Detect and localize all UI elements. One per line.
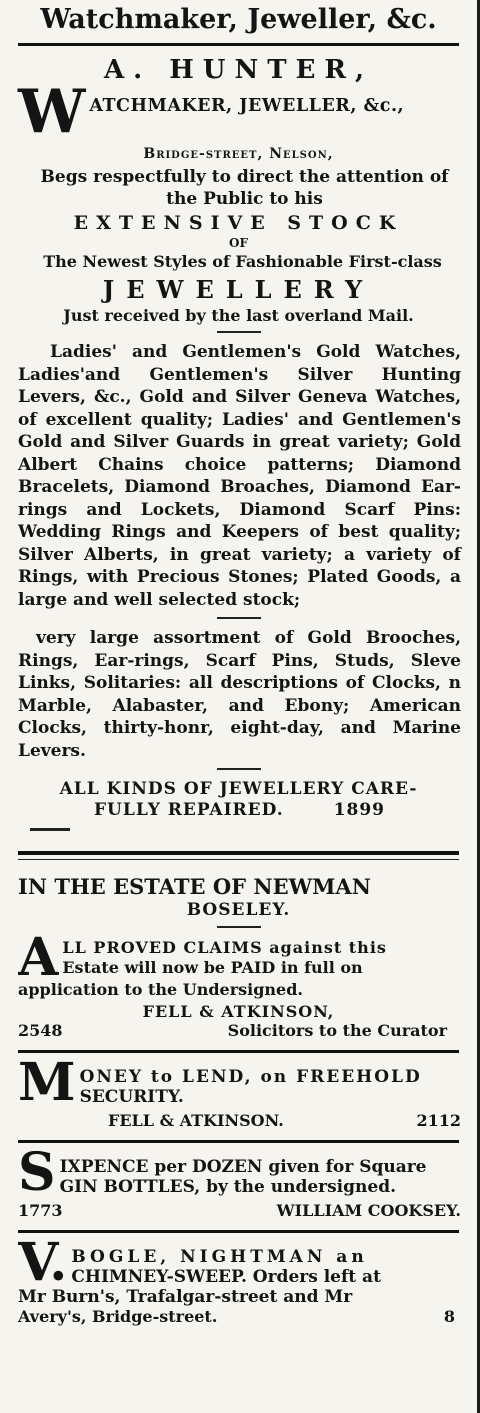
notice-body — [18, 936, 461, 980]
end-rule — [30, 828, 70, 831]
drop-cap: A — [18, 936, 59, 980]
estate-subtitle: BOSELEY. — [186, 900, 291, 920]
signature-row — [18, 1201, 461, 1220]
divider — [18, 1050, 459, 1053]
estate-title: IN THE ESTATE OF NEWMAN — [18, 874, 371, 899]
gin-bottles-notice — [18, 1151, 461, 1220]
notice-line-4: Avery's, Bridge-street. — [18, 1307, 218, 1326]
ad-reference: 2112 — [416, 1111, 461, 1130]
section-header: Watchmaker, Jeweller, &c. — [40, 4, 437, 35]
notice-line-2: SECURITY. — [79, 1087, 184, 1107]
jewellery-heading: JEWELLERY — [102, 275, 375, 304]
drop-cap: S — [18, 1151, 56, 1197]
signature-row — [18, 1021, 447, 1040]
money-to-lend-notice — [18, 1061, 461, 1130]
ad-reference: 1899 — [333, 800, 385, 820]
drop-cap: M — [18, 1061, 76, 1107]
notice-line-3: application to the Undersigned. — [18, 980, 303, 999]
signature-row — [18, 1307, 455, 1326]
ad-reference: 1773 — [18, 1201, 63, 1220]
repair-line-2: FULLY REPAIRED. — [93, 800, 284, 820]
signature-row — [108, 1111, 461, 1130]
short-rule — [217, 331, 261, 333]
advertiser-name: WILLIAM COOKSEY. — [276, 1201, 461, 1220]
notice-line-1: LL PROVED CLAIMS against this — [62, 938, 387, 957]
ad-reference: 2548 — [18, 1021, 63, 1040]
notice-line-3: Mr Burn's, Trafalgar-street and Mr — [18, 1287, 353, 1307]
notice-line-1: BOGLE, NIGHTMAN an — [71, 1247, 368, 1267]
divider — [18, 1230, 459, 1233]
notice-line-1: IXPENCE per DOZEN given for Square — [59, 1157, 427, 1177]
notice-line-2: Estate will now be PAID in full on — [62, 958, 363, 977]
short-rule — [217, 768, 261, 770]
notice-line-2: CHIMNEY-SWEEP. Orders left at — [71, 1267, 381, 1287]
firm-name: FELL & ATKINSON. — [108, 1111, 284, 1130]
of-label: OF — [229, 236, 248, 250]
drop-cap: V. — [18, 1241, 68, 1287]
repair-line-1: ALL KINDS OF JEWELLERY CARE- — [59, 779, 418, 799]
firm-role: Solicitors to the Curator — [227, 1021, 447, 1040]
estate-notice — [0, 874, 477, 1040]
short-rule — [217, 617, 261, 619]
firm-name: FELL & ATKINSON, — [142, 1002, 335, 1021]
title-line — [18, 77, 477, 147]
divider — [18, 43, 459, 46]
nightman-notice — [18, 1241, 461, 1326]
goods-paragraph: Ladies' and Gentlemen's Gold Watches, Ladies'and Gentlemen's Silver Hunting Levers, &c., Gold and Silver Geneva Watches, of excellent quality; Ladies' and Gentlemen's Gold and Silver Guards in great variety; Gold Albert Chains choice patterns; Diamond Bracelets, Diamond Broaches, Diamond Ear-rings and Lockets, Diamond Scarf Pins: Wedding Rings and Keepers of best quality; Silver Alberts, in great variety; a variety of Rings, with Precious Stones; Plated Goods, a large and well selected stock; — [18, 342, 461, 610]
repair-row — [18, 800, 461, 820]
divider — [18, 859, 459, 860]
clocks-paragraph: very large assortment of Gold Brooches, Rings, Ear-rings, Scarf Pins, Studs, Sleve Links, Solitaries: all descriptions of Clocks, n Marble, Alabaster, and Ebony; American Clocks, thirty-honr, eight-day, and Marine Levers. — [18, 628, 461, 761]
short-rule — [217, 926, 261, 928]
divider — [18, 1140, 459, 1143]
address: Bridge-street, Nelson, — [143, 146, 334, 162]
styles-text: The Newest Styles of Fashionable First-class — [43, 252, 442, 271]
received-text: Just received by the last overland Mail. — [63, 306, 414, 325]
ad-reference: 8 — [443, 1307, 455, 1326]
notice-line-1: ONEY to LEND, on FREEHOLD — [79, 1067, 422, 1087]
trade-title: ATCHMAKER, JEWELLER, &c., — [89, 96, 405, 116]
intro-text: Begs respectfully to direct the attention of the Public to his — [40, 167, 449, 209]
stock-heading: EXTENSIVE STOCK — [73, 212, 404, 234]
drop-cap: W — [18, 77, 86, 147]
notice-line-2: GIN BOTTLES, by the undersigned. — [59, 1177, 397, 1197]
advertiser-name: A. HUNTER, — [103, 55, 374, 85]
